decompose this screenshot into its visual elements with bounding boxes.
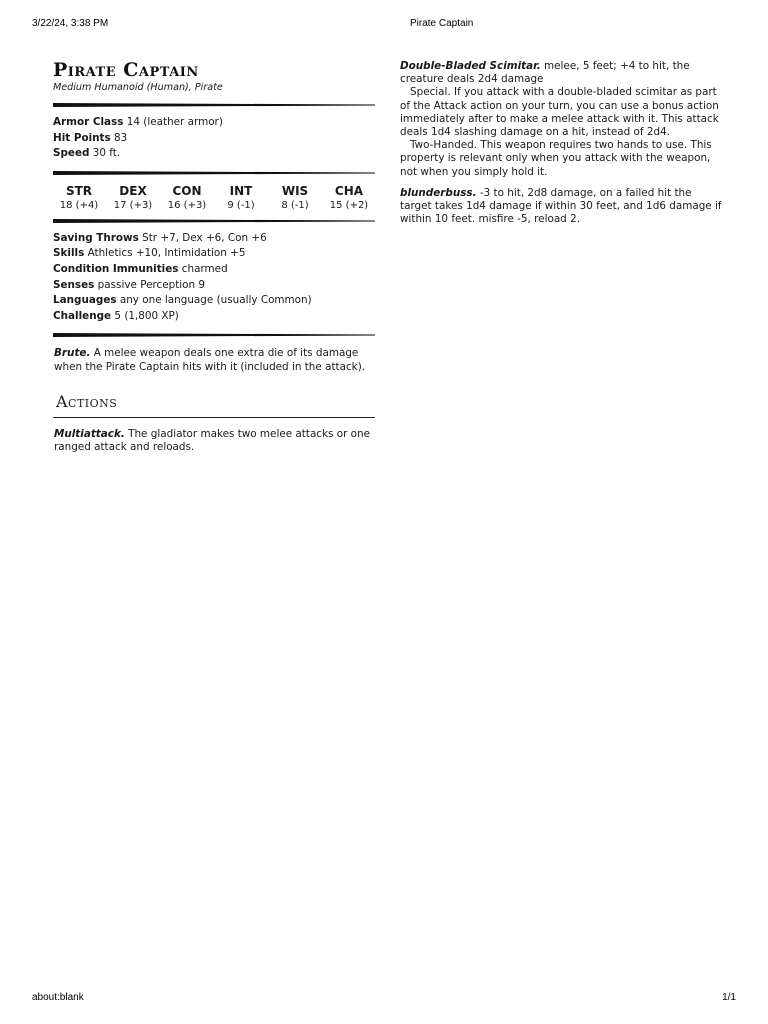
armor-class: Armor Class 14 (leather armor)	[53, 116, 223, 128]
action-text: melee, 5 feet; +4 to hit, the creature deals 2d4 damage	[400, 60, 690, 86]
stat-block-right-column	[400, 60, 722, 226]
scimitar-special: Special. If you attack with a double-bladed scimitar as part of the Attack action on your turn, you can use a bonus action immediately after to make a melee attack with it. This attack deals 1d4 slashing damage on a hit, instead of 2d4.	[400, 86, 719, 139]
tapered-rule	[53, 103, 375, 107]
ability-scores	[53, 175, 375, 219]
print-datetime: 3/22/24, 3:38 PM	[32, 18, 109, 29]
ability-score: 9 (-1)	[227, 199, 255, 211]
action-double-bladed-scimitar	[400, 60, 722, 179]
print-url: about:blank	[32, 992, 84, 1003]
hit-points: Hit Points 83	[53, 131, 128, 144]
tapered-rule	[53, 219, 375, 223]
ability-str	[53, 183, 105, 213]
ability-con	[161, 183, 213, 213]
ability-dex	[107, 183, 159, 213]
ability-abbr: DEX	[119, 183, 147, 198]
ability-score: 17 (+3)	[113, 199, 153, 211]
ability-cha	[323, 183, 375, 213]
skills: Skills Athletics +10, Intimidation +5	[53, 247, 246, 260]
actions-rule	[53, 417, 375, 418]
languages: Languages any one language (usually Common)	[53, 294, 312, 307]
ability-abbr: STR	[65, 183, 93, 198]
print-footer	[32, 992, 736, 1006]
ability-score: 8 (-1)	[281, 199, 309, 211]
actions-header: Actions	[56, 391, 118, 411]
print-page-number: 1/1	[722, 992, 736, 1003]
tapered-rule	[53, 171, 375, 175]
ability-abbr: INT	[229, 183, 253, 198]
action-text: -3 to hit, 2d8 damage, on a failed hit the target takes 1d4 damage if within 30 feet, and 1d6 damage if within 10 feet. misfire -5, reload 2.	[400, 186, 722, 226]
ability-wis	[269, 183, 321, 213]
print-title: Pirate Captain	[410, 18, 474, 29]
action-multiattack	[54, 428, 375, 455]
secondary-stats	[53, 231, 375, 325]
action-blunderbuss	[400, 187, 722, 227]
condition-immunities: Condition Immunities charmed	[53, 262, 228, 275]
action-name: Multiattack.	[54, 427, 125, 440]
trait-name: Brute.	[54, 347, 91, 360]
basic-stats	[53, 115, 375, 162]
action-name: Double-Bladed Scimitar.	[400, 60, 541, 72]
trait-text: A melee weapon deals one extra die of its damage when the Pirate Captain hits with it (included in the attack).	[54, 347, 366, 373]
ability-int	[215, 183, 267, 213]
challenge: Challenge 5 (1,800 XP)	[53, 309, 179, 322]
saving-throws: Saving Throws Str +7, Dex +6, Con +6	[53, 231, 267, 244]
ability-abbr: WIS	[281, 183, 309, 198]
ability-abbr: CHA	[334, 183, 364, 198]
ability-score: 15 (+2)	[329, 199, 369, 211]
trait-brute	[54, 347, 375, 374]
monster-type: Medium Humanoid (Human), Pirate	[53, 82, 223, 93]
tapered-rule	[53, 333, 375, 337]
monster-name: Pirate Captain	[53, 59, 199, 81]
action-text: The gladiator makes two melee attacks or one ranged attack and reloads.	[54, 427, 371, 454]
speed: Speed 30 ft.	[53, 147, 121, 160]
scimitar-two-handed: Two-Handed. This weapon requires two hands to use. This property is relevant only when you attack with the weapon, not when you simply hold it.	[400, 139, 712, 178]
stat-block-left-column	[53, 58, 375, 455]
senses: Senses passive Perception 9	[53, 278, 206, 291]
ability-abbr: CON	[172, 183, 202, 198]
ability-score: 16 (+3)	[167, 199, 207, 211]
action-name: blunderbuss.	[400, 186, 477, 199]
print-header	[32, 18, 736, 32]
ability-score: 18 (+4)	[59, 199, 99, 211]
